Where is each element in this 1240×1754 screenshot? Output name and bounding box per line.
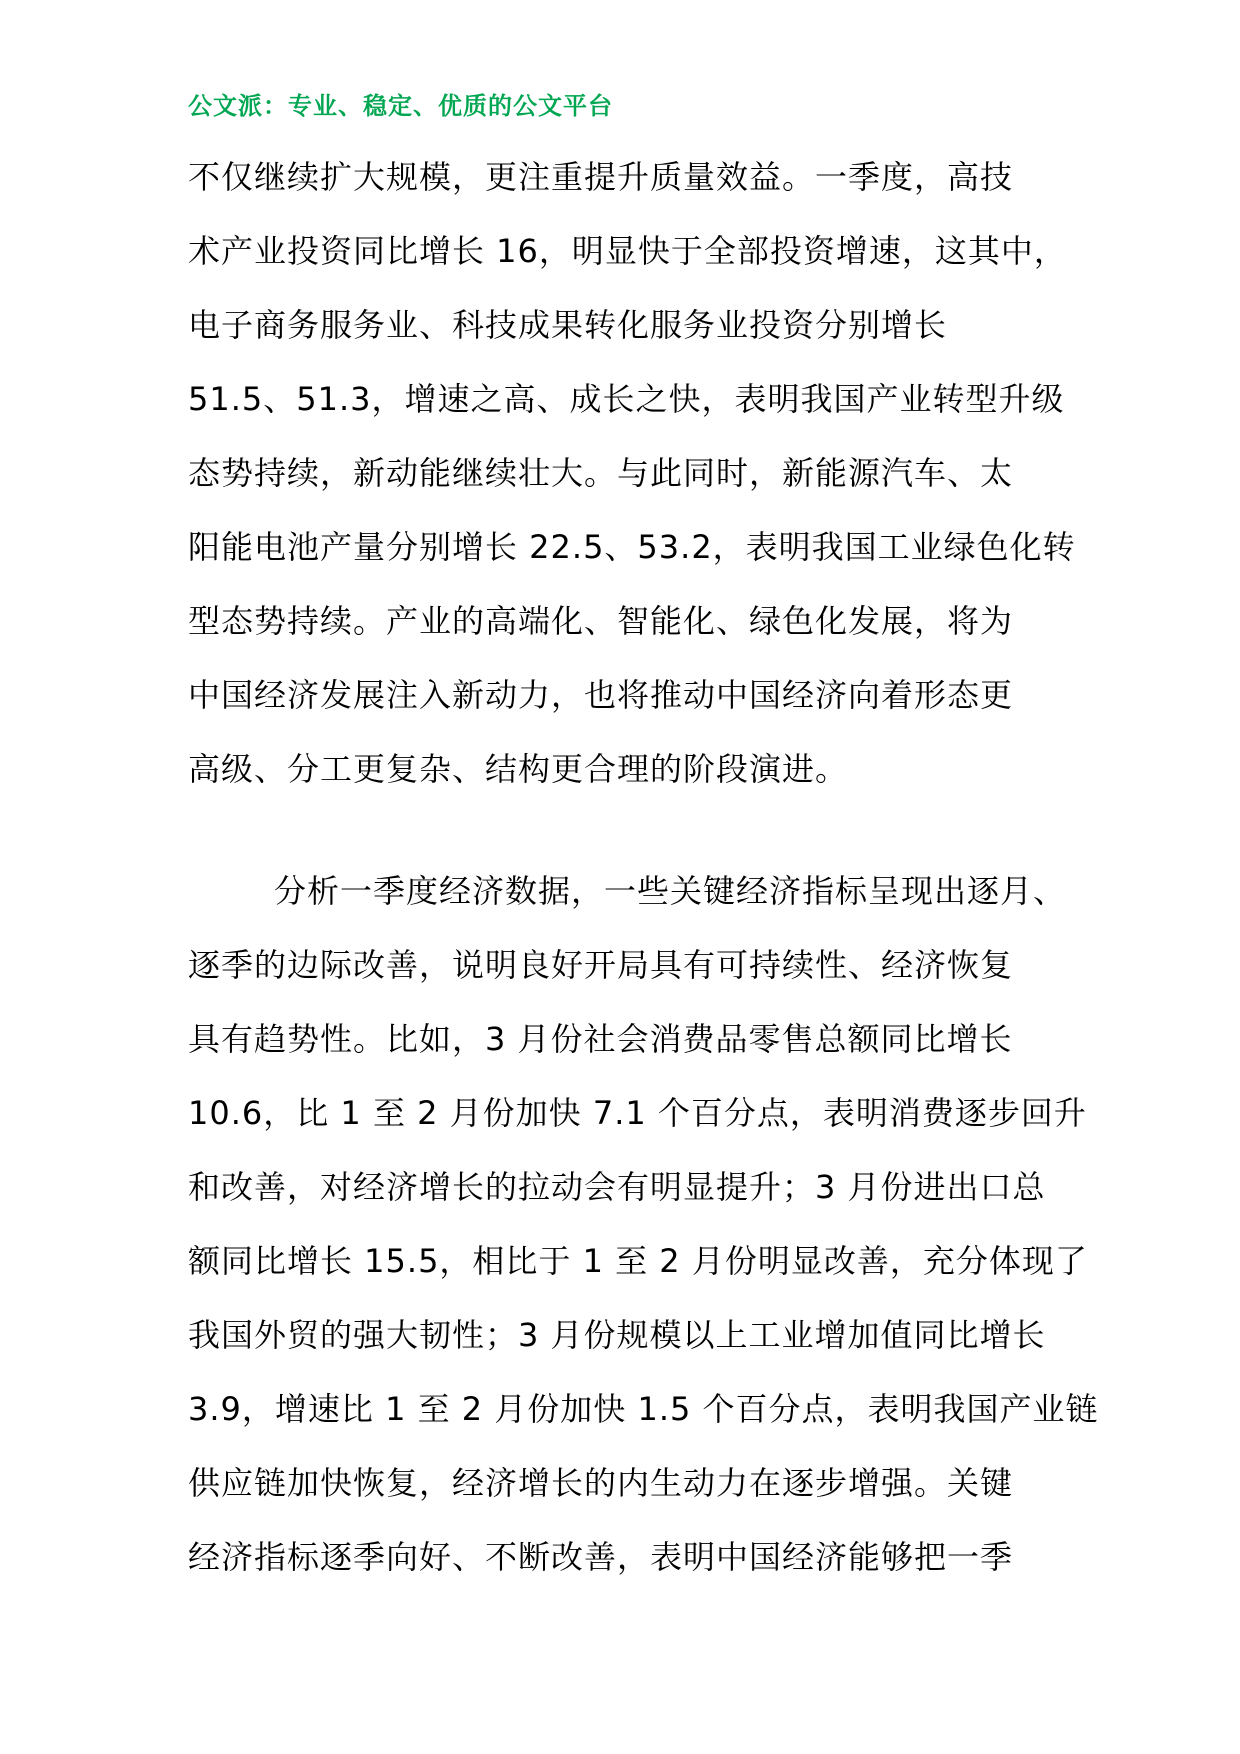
paragraph-line: 型态势持续。产业的高端化、智能化、绿色化发展，将为 — [188, 602, 1014, 640]
paragraph-line: 和改善，对经济增长的拉动会有明显提升；3 月份进出口总 — [188, 1168, 1046, 1206]
paragraph-line: 10.6，比 1 至 2 月份加快 7.1 个百分点，表明消费逐步回升 — [188, 1094, 1087, 1132]
paragraph-line: 高级、分工更复杂、结构更合理的阶段演进。 — [188, 750, 849, 788]
paragraph-line: 3.9，增速比 1 至 2 月份加快 1.5 个百分点，表明我国产业链 — [188, 1390, 1099, 1428]
paragraph-1 — [188, 140, 1088, 806]
paragraph-line: 不仅继续扩大规模，更注重提升质量效益。一季度，高技 — [188, 158, 1014, 196]
paragraph-line: 阳能电池产量分别增长 22.5、53.2，表明我国工业绿色化转 — [188, 528, 1076, 566]
paragraph-2 — [188, 854, 1099, 1594]
paragraph-line: 分析一季度经济数据，一些关键经济指标呈现出逐月、 — [274, 872, 1067, 910]
paragraph-line: 态势持续，新动能继续壮大。与此同时，新能源汽车、太 — [188, 454, 1014, 492]
paragraph-line: 51.5、51.3，增速之高、成长之快，表明我国产业转型升级 — [188, 380, 1065, 418]
paragraph-line: 中国经济发展注入新动力，也将推动中国经济向着形态更 — [188, 676, 1014, 714]
paragraph-line: 电子商务服务业、科技成果转化服务业投资分别增长 — [188, 306, 948, 344]
paragraph-line: 经济指标逐季向好、不断改善，表明中国经济能够把一季 — [188, 1538, 1014, 1576]
header-title: 公文派：专业、稳定、优质的公文平台 — [188, 92, 613, 120]
paragraph-line: 术产业投资同比增长 16，明显快于全部投资增速，这其中， — [188, 232, 1067, 270]
paragraph-line: 供应链加快恢复，经济增长的内生动力在逐步增强。关键 — [188, 1464, 1014, 1502]
paragraph-line: 逐季的边际改善，说明良好开局具有可持续性、经济恢复 — [188, 946, 1014, 984]
paragraph-line: 我国外贸的强大韧性；3 月份规模以上工业增加值同比增长 — [188, 1316, 1046, 1354]
paragraph-line: 具有趋势性。比如，3 月份社会消费品零售总额同比增长 — [188, 1020, 1013, 1058]
paragraph-line: 额同比增长 15.5，相比于 1 至 2 月份明显改善，充分体现了 — [188, 1242, 1088, 1280]
